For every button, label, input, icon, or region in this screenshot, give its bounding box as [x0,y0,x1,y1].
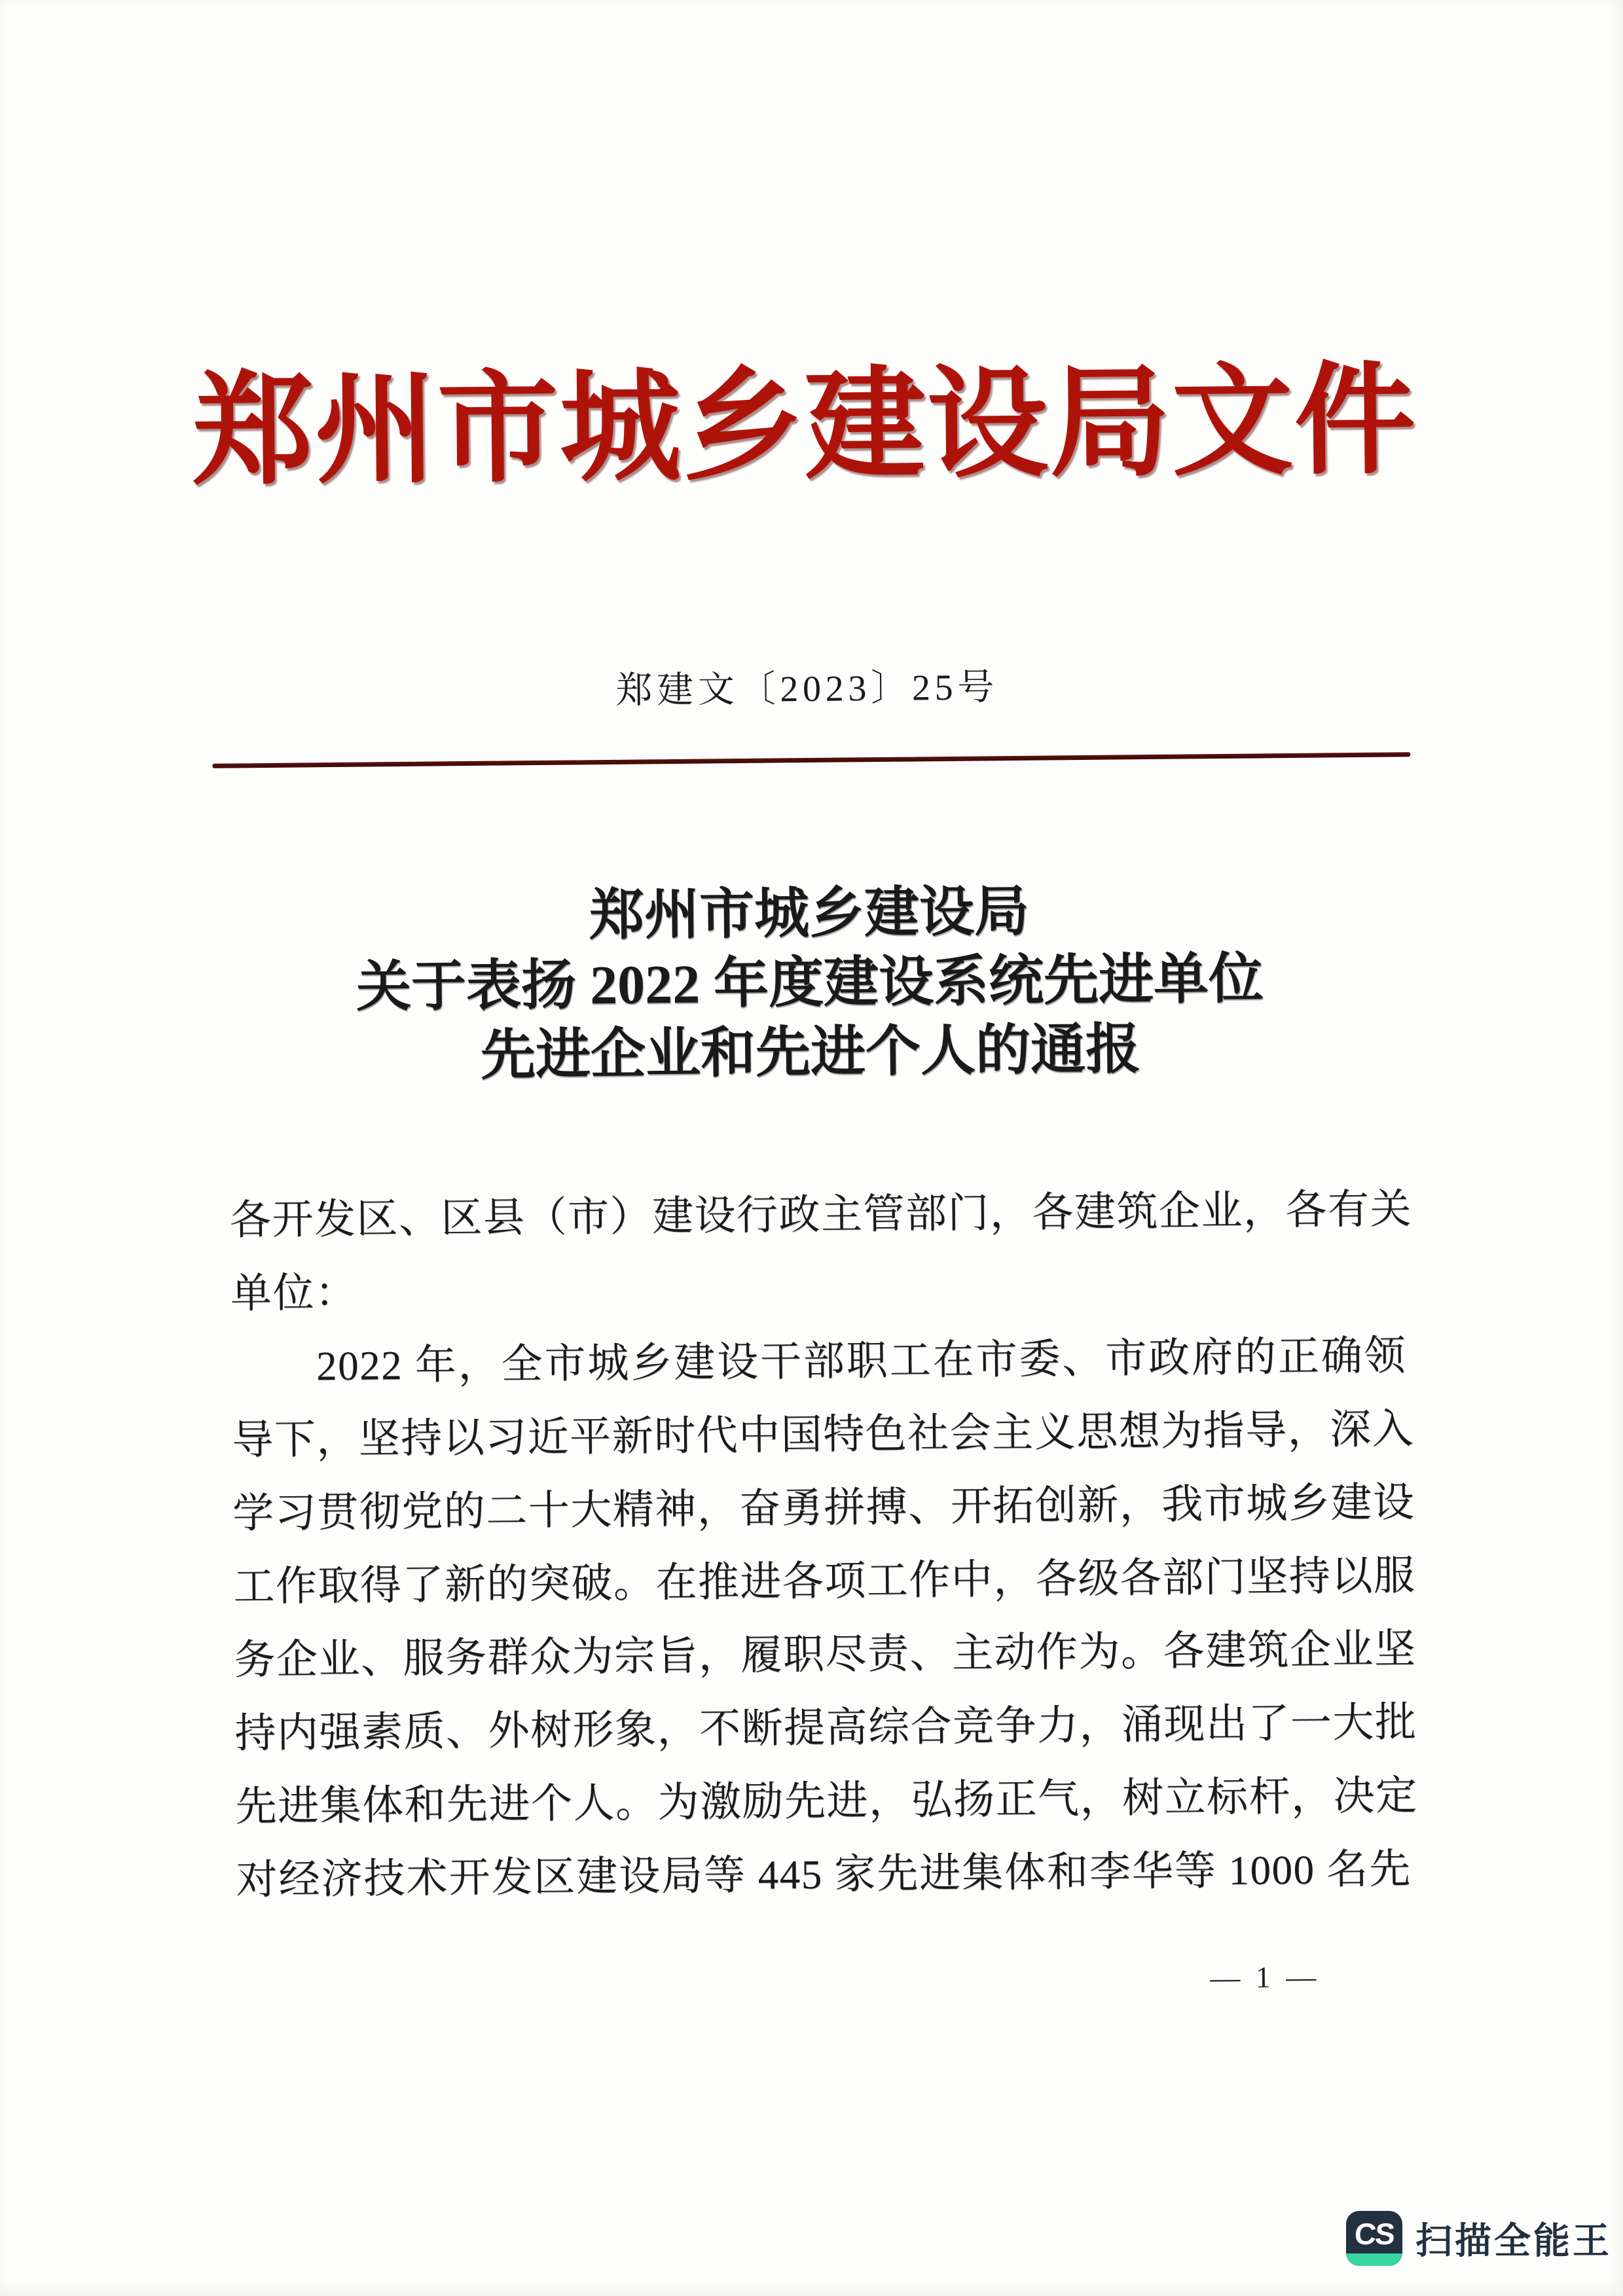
body-line: 学习贯彻党的二十大精神，奋勇拼搏、开拓创新，我市城乡建设 [232,1479,1415,1537]
body-line: 持内强素质、外树形象，不断提高综合竞争力，涌现出了一大批 [234,1699,1417,1757]
camscanner-icon [1346,2211,1402,2266]
body-line: 务企业、服务群众为宗旨，履职尽责、主动作为。各建筑企业坚 [234,1626,1417,1683]
body-text [229,1172,1418,1916]
red-divider-line [212,752,1410,768]
notice-title-line-2: 关于表扬 2022 年度建设系统先进单位 [356,948,1264,1018]
page-number: — 1 — [1209,1960,1321,1995]
notice-title [0,872,1622,1096]
body-line: 单位： [230,1269,357,1317]
notice-title-line-1: 郑州市城乡建设局 [589,881,1030,947]
document-number: 郑建文〔2023〕25号 [615,667,999,711]
body-line: 先进集体和先进个人。为激励先进，弘扬正气，树立标杆，决定 [235,1772,1418,1830]
body-line: 各开发区、区县（市）建设行政主管部门，各建筑企业，各有关 [229,1186,1413,1244]
body-line: 2022 年，全市城乡建设干部职工在市委、市政府的正确领 [316,1333,1407,1390]
notice-title-line-3: 先进企业和先进个人的通报 [480,1019,1141,1086]
red-header-title: 郑州市城乡建设局文件 [191,354,1417,501]
body-line: 导下，坚持以习近平新时代中国特色社会主义思想为指导，深入 [231,1406,1415,1463]
camscanner-icon-letters: CS [1353,2217,1395,2251]
body-line: 工作取得了新的突破。在推进各项工作中，各级各部门坚持以服 [233,1552,1416,1610]
camscanner-watermark [1346,2211,1612,2266]
body-line: 对经济技术开发区建设局等 445 家先进集体和李华等 1000 名先 [236,1846,1412,1903]
camscanner-label: 扫描全能王 [1415,2220,1612,2261]
